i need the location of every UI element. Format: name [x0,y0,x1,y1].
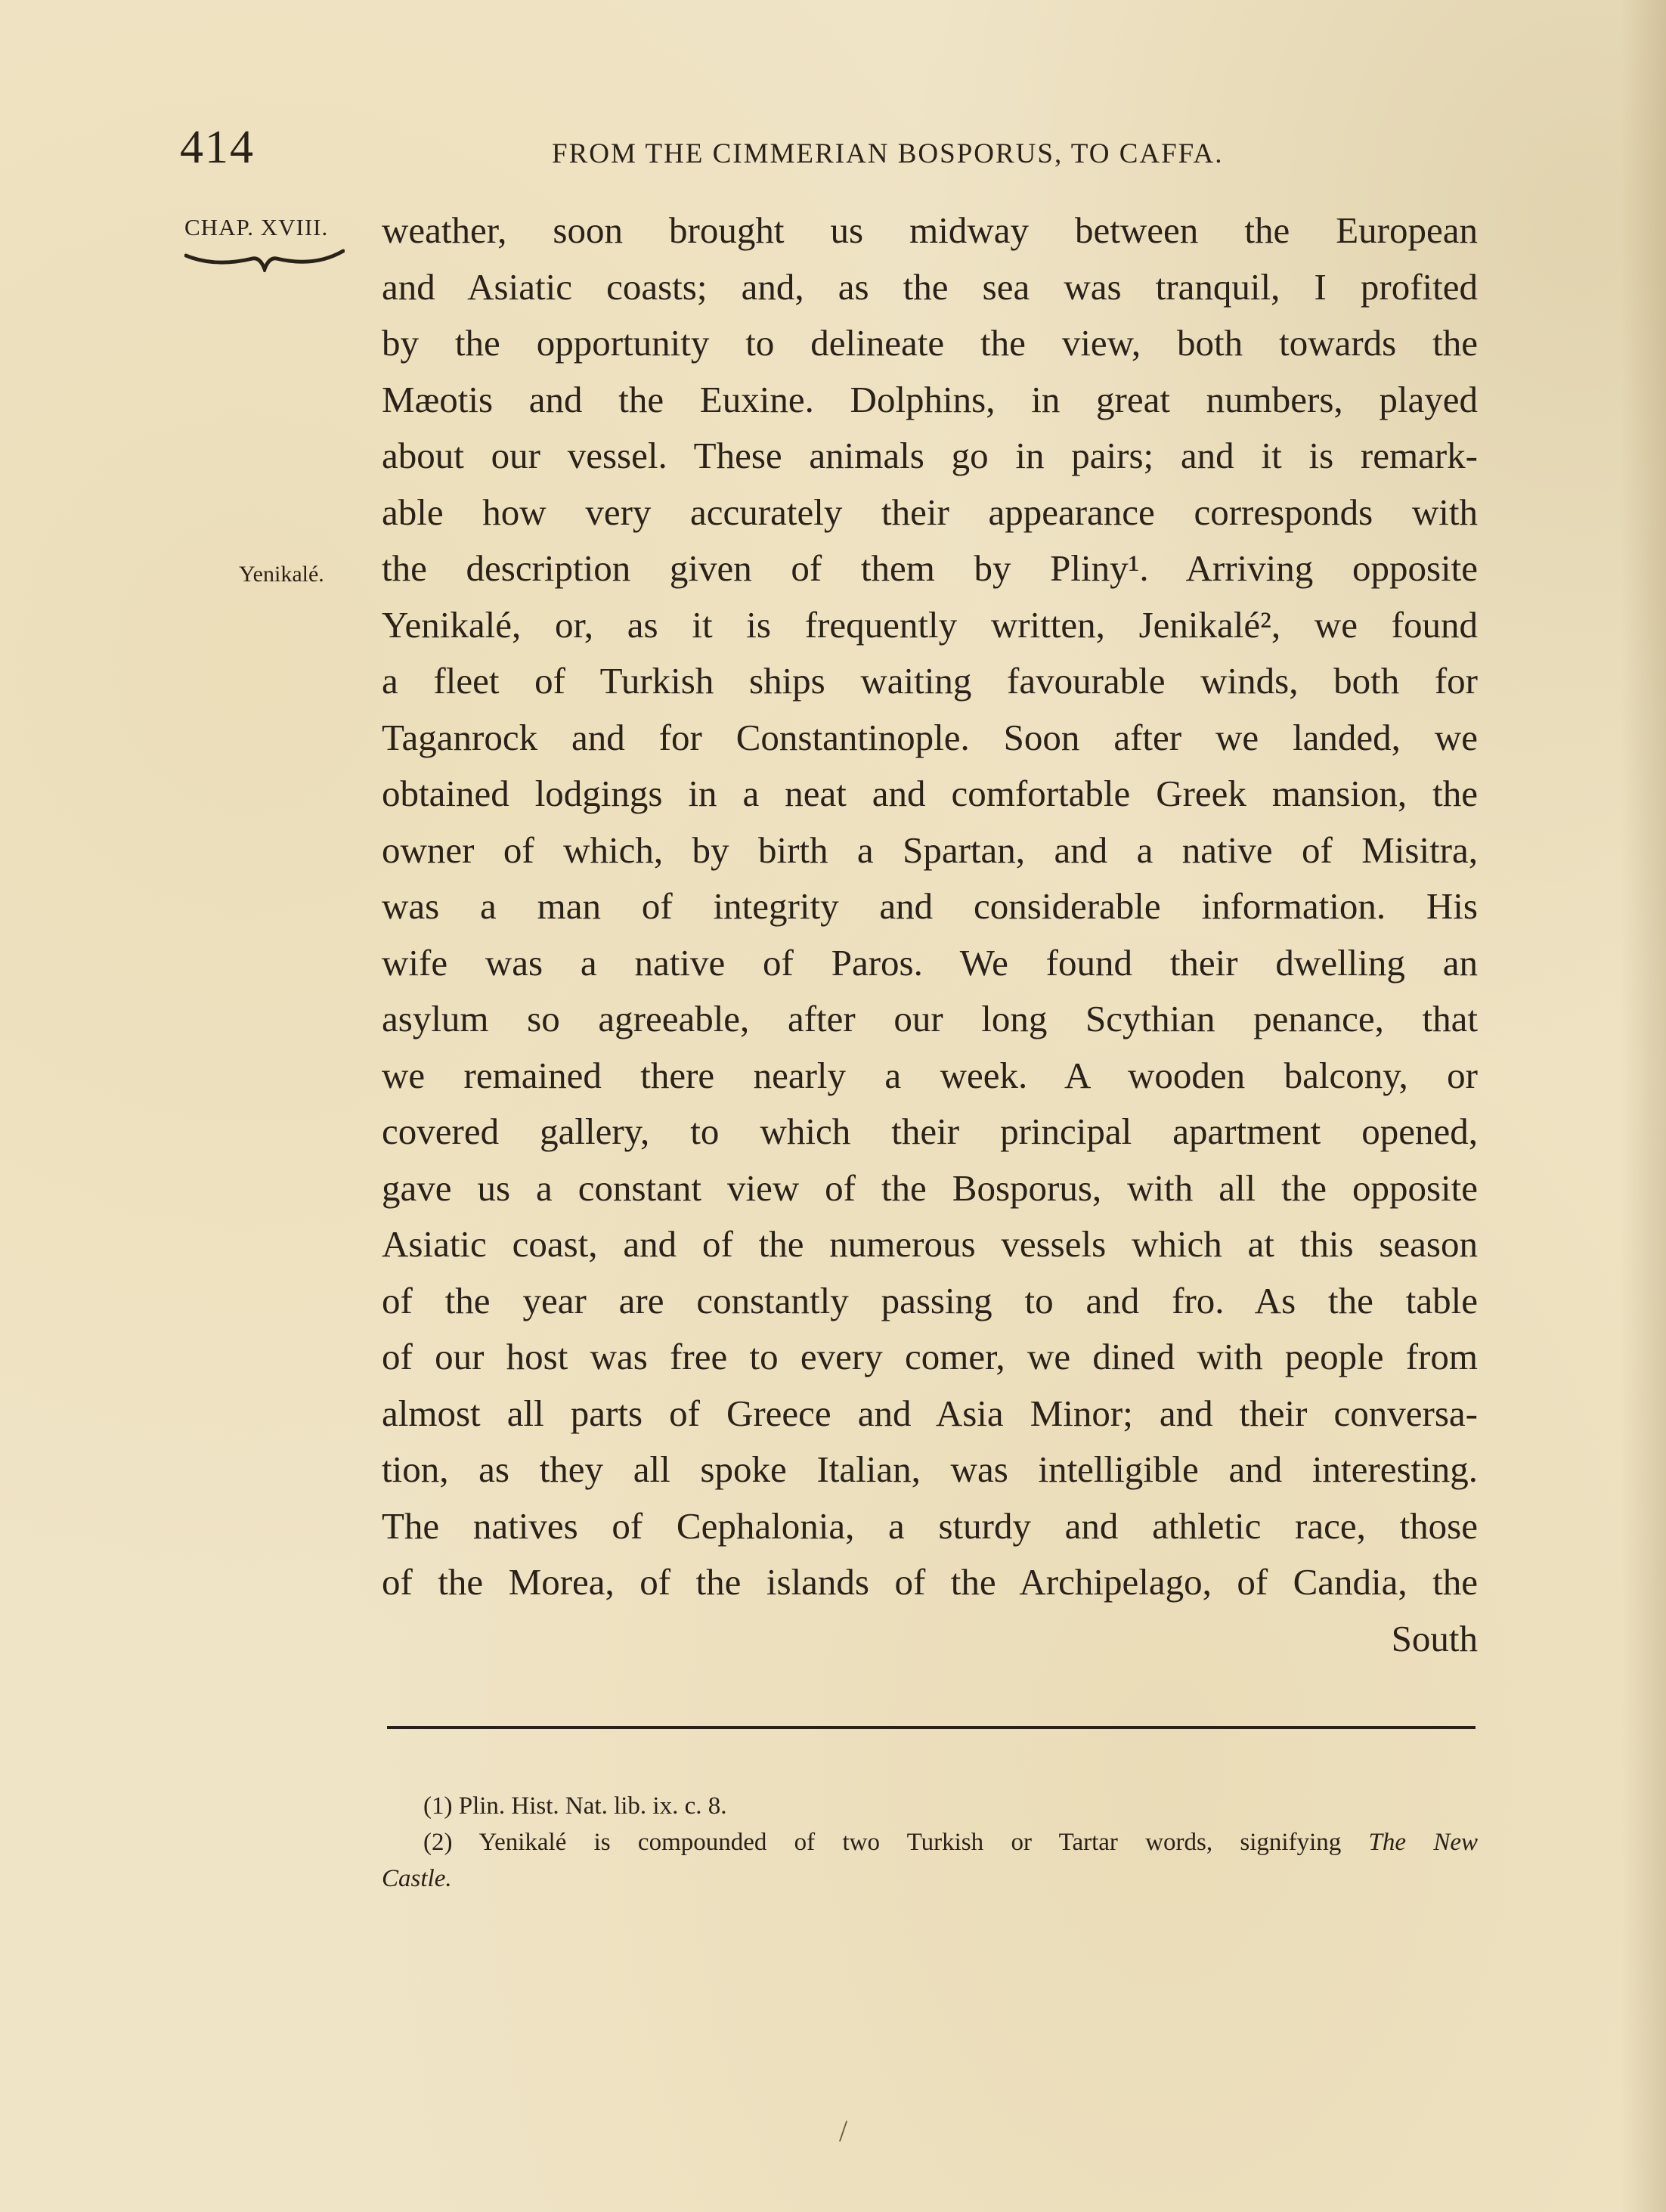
text-line: Taganrock and for Constantinople. Soon after we landed, we [382,716,1478,758]
text-line: we remained there nearly a week. A wooden balcony, or [382,1054,1478,1096]
footnotes [382,1788,1478,1897]
text-line: of our host was free to every comer, we dined with people from [382,1336,1478,1377]
page-edge-shadow [1621,0,1666,2212]
text-line: obtained lodgings in a neat and comfortable Greek mansion, the [382,773,1478,814]
text-line: covered gallery, to which their principal apartment opened, [382,1111,1478,1152]
text-line: the description given of them by Pliny¹. Arriving opposite [382,547,1478,589]
footnote-2 [382,1824,1478,1860]
footnote-2-text: (2) Yenikalé is compounded of two Turkish or Tartar words, signifying [423,1829,1342,1856]
text-line: of the year are constantly passing to and fro. As the table [382,1279,1478,1321]
text-line: a fleet of Turkish ships waiting favourable winds, both for [382,660,1478,702]
text-line: asylum so agreeable, after our long Scythian penance, that [382,998,1478,1039]
text-line: wife was a native of Paros. We found their dwelling an [382,941,1478,984]
text-line: able how very accurately their appearance corresponds with [382,491,1478,533]
text-line: and Asiatic coasts; and, as the sea was tranquil, I profited [382,265,1478,308]
text-line: The natives of Cephalonia, a sturdy and athletic race, those [382,1504,1478,1547]
page-number: 414 [180,122,255,173]
text-line: was a man of integrity and considerable information. His [382,885,1478,927]
stray-pencil-mark: / [839,2114,848,2148]
text-line: by the opportunity to delineate the view, both towards the [382,322,1478,364]
footnote-rule [387,1726,1476,1729]
text-line: of the Morea, of the islands of the Archipelago, of Candia, the [382,1561,1478,1603]
text-line: Yenikalé, or, as it is frequently written, Jenikalé², we found [382,603,1478,646]
text-line: almost all parts of Greece and Asia Minor; and their conversa- [382,1392,1478,1434]
footnote-2-italic-a: The New [1368,1829,1479,1856]
catchword: South [1391,1617,1478,1659]
chapter-brace-ornament [184,248,345,272]
text-line: tion, as they all spoke Italian, was intelligible and interesting. [382,1448,1478,1490]
text-line: about our vessel. These animals go in pairs; and it is remark- [382,435,1478,476]
text-line: owner of which, by birth a Spartan, and a native of Misitra, [382,829,1478,871]
side-note-yenikale: Yenikalé. [239,562,324,587]
footnote-2-continuation: Castle. [382,1865,452,1892]
footnote-1: (1) Plin. Hist. Nat. lib. ix. c. 8. [423,1792,727,1820]
chapter-label: CHAP. XVIII. [184,214,329,240]
body-text [382,203,1478,1667]
running-head: FROM THE CIMMERIAN BOSPORUS, TO CAFFA. [552,138,1224,169]
text-line: Mæotis and the Euxine. Dolphins, in great numbers, played [382,378,1478,420]
text-line: Asiatic coast, and of the numerous vessels which at this season [382,1223,1478,1265]
text-line: gave us a constant view of the Bosporus, with all the opposite [382,1166,1478,1209]
text-line: weather, soon brought us midway between the European [382,209,1478,251]
